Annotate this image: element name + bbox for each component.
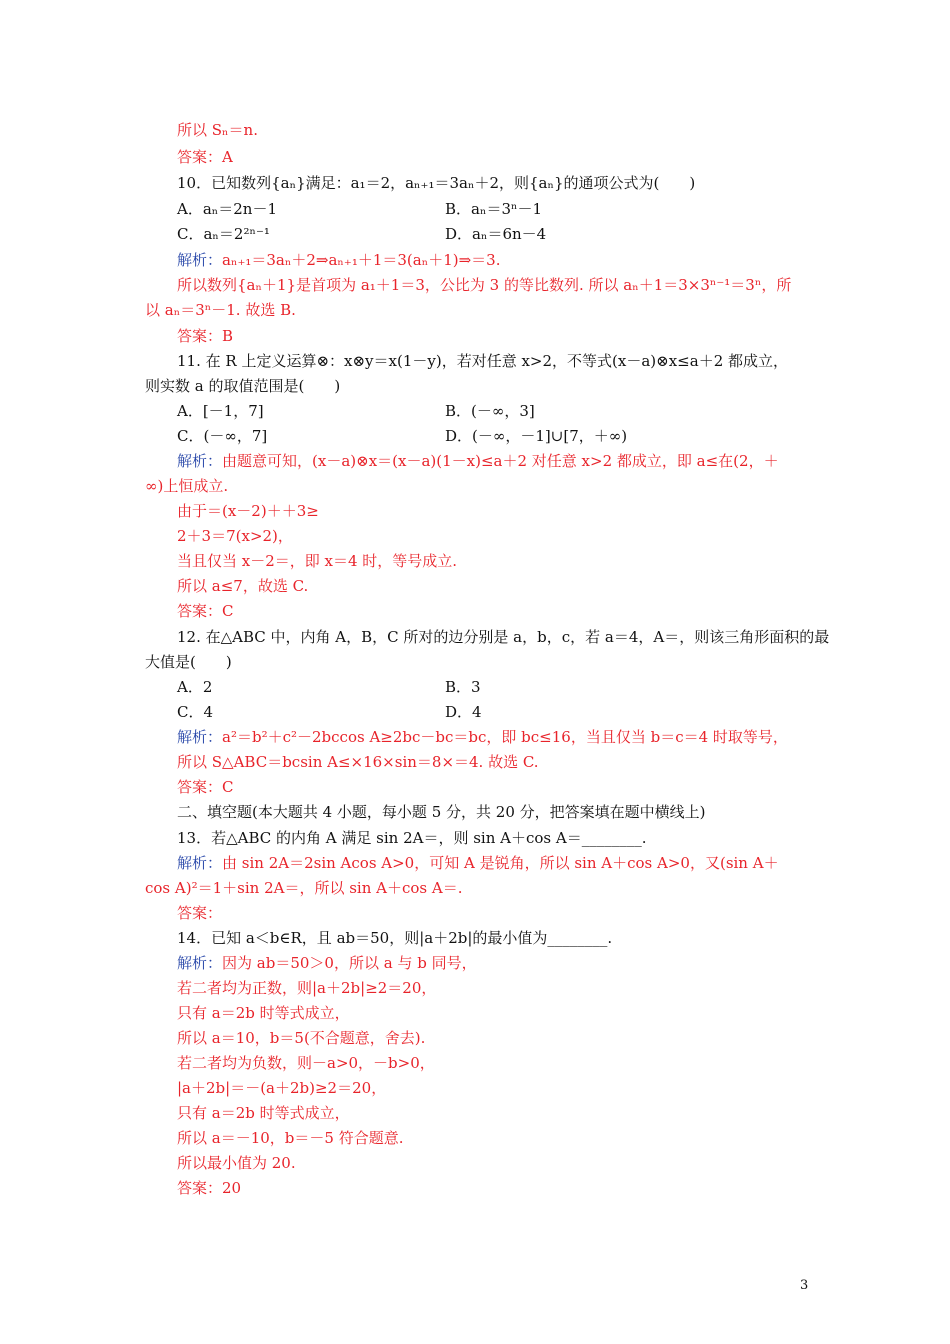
text-line: 所以 a＝－10，b＝－5 符合题意. bbox=[177, 1129, 404, 1147]
question-12-cont: 大值是( ) bbox=[145, 653, 232, 671]
question-12: 12. 在△ABC 中，内角 A，B，C 所对的边分别是 a，b，c，若 a＝4，A＝，则该三角形面积的最 bbox=[177, 628, 830, 646]
question-14: 14．已知 a＜b∈R，且 ab＝50，则|a＋2b|的最小值为________. bbox=[177, 929, 613, 947]
option-b: B．aₙ＝3ⁿ－1 bbox=[445, 200, 543, 218]
text-line: 所以 a＝10，b＝5(不合题意，舍去). bbox=[177, 1029, 426, 1047]
text-line: cos A)²＝1＋sin 2A＝，所以 sin A＋cos A＝. bbox=[145, 879, 463, 897]
option-c: C．4 bbox=[177, 703, 214, 721]
text-line: 若二者均为正数，则|a＋2b|≥2＝20， bbox=[177, 979, 437, 997]
solution-text: a²＝b²＋c²－2bccos A≥2bc－bc＝bc，即 bc≤16，当且仅当 b＝c＝4 时取等号， bbox=[222, 728, 788, 746]
option-d: D．aₙ＝6n－4 bbox=[445, 225, 547, 243]
text-line: 当且仅当 x－2＝，即 x＝4 时，等号成立. bbox=[177, 552, 458, 570]
text-line: 以 aₙ＝3ⁿ－1. 故选 B. bbox=[145, 301, 296, 319]
option-b: B．3 bbox=[445, 678, 481, 696]
answer-line: 答案：C bbox=[177, 602, 234, 620]
solution-text: aₙ₊₁＝3aₙ＋2⇒aₙ₊₁＋1＝3(aₙ＋1)⇒＝3. bbox=[222, 251, 501, 269]
page-number: 3 bbox=[800, 1278, 809, 1293]
answer-line: 答案：B bbox=[177, 327, 234, 345]
solution-label: 解析： bbox=[177, 854, 223, 872]
option-c: C．aₙ＝2²ⁿ⁻¹ bbox=[177, 225, 270, 243]
question-11: 11. 在 R 上定义运算⊗：x⊗y＝x(1－y)，若对任意 x>2，不等式(x－a)⊗x≤a＋2 都成立， bbox=[177, 352, 789, 370]
solution-line bbox=[177, 853, 779, 873]
text-line: 所以 Sₙ＝n. bbox=[177, 121, 258, 139]
text-line: 所以 a≤7，故选 C. bbox=[177, 577, 309, 595]
text-line: 所以最小值为 20. bbox=[177, 1154, 296, 1172]
question-10: 10．已知数列{aₙ}满足：a₁＝2，aₙ₊₁＝3aₙ＋2，则{aₙ}的通项公式为( ) bbox=[177, 174, 696, 192]
solution-text: 由 sin 2A＝2sin Acos A>0，可知 A 是锐角，所以 sin A＋cos A>0，又(sin A＋ bbox=[222, 854, 779, 872]
solution-text: 由题意可知，(x－a)⊗x＝(x－a)(1－x)≤a＋2 对任意 x>2 都成立，即 a≤在(2，＋ bbox=[222, 452, 779, 470]
option-c: C．(－∞，7] bbox=[177, 427, 268, 445]
answer-line: 答案： bbox=[177, 904, 223, 922]
option-a: A．aₙ＝2n－1 bbox=[177, 200, 278, 218]
option-a: A．[－1，7] bbox=[177, 402, 264, 420]
text-line: 只有 a＝2b 时等式成立， bbox=[177, 1104, 350, 1122]
option-d: D．(－∞，－1]∪[7，＋∞) bbox=[445, 427, 628, 445]
solution-label: 解析： bbox=[177, 728, 223, 746]
solution-line bbox=[177, 727, 788, 747]
solution-line bbox=[177, 451, 779, 471]
text-line: ∞)上恒成立. bbox=[145, 477, 229, 495]
option-a: A．2 bbox=[177, 678, 213, 696]
solution-line bbox=[177, 953, 477, 973]
answer-line: 答案：C bbox=[177, 778, 234, 796]
text-line: 若二者均为负数，则－a>0，－b>0， bbox=[177, 1054, 435, 1072]
option-d: D．4 bbox=[445, 703, 482, 721]
solution-text: 因为 ab＝50＞0，所以 a 与 b 同号， bbox=[222, 954, 477, 972]
solution-label: 解析： bbox=[177, 452, 223, 470]
question-13: 13．若△ABC 的内角 A 满足 sin 2A＝，则 sin A＋cos A＝________. bbox=[177, 829, 647, 847]
text-line: 所以 S△ABC＝bcsin A≤×16×sin＝8×＝4. 故选 C. bbox=[177, 753, 539, 771]
option-b: B．(－∞，3] bbox=[445, 402, 535, 420]
question-11-cont: 则实数 a 的取值范围是( ) bbox=[145, 377, 341, 395]
answer-line: 答案：A bbox=[177, 148, 233, 166]
text-line: 由于＝(x－2)＋＋3≥ bbox=[177, 502, 319, 520]
solution-label: 解析： bbox=[177, 251, 223, 269]
solution-label: 解析： bbox=[177, 954, 223, 972]
text-line: 2＋3＝7(x>2)， bbox=[177, 527, 293, 545]
text-line: |a＋2b|＝－(a＋2b)≥2＝20， bbox=[177, 1079, 387, 1097]
text-line: 所以数列{aₙ＋1}是首项为 a₁＋1＝3，公比为 3 的等比数列. 所以 aₙ＋1＝3×3ⁿ⁻¹＝3ⁿ，所 bbox=[177, 276, 792, 294]
solution-line bbox=[177, 250, 500, 270]
section-heading: 二、填空题(本大题共 4 小题，每小题 5 分，共 20 分，把答案填在题中横线上) bbox=[177, 803, 706, 821]
text-line: 只有 a＝2b 时等式成立， bbox=[177, 1004, 350, 1022]
answer-line: 答案：20 bbox=[177, 1179, 242, 1197]
